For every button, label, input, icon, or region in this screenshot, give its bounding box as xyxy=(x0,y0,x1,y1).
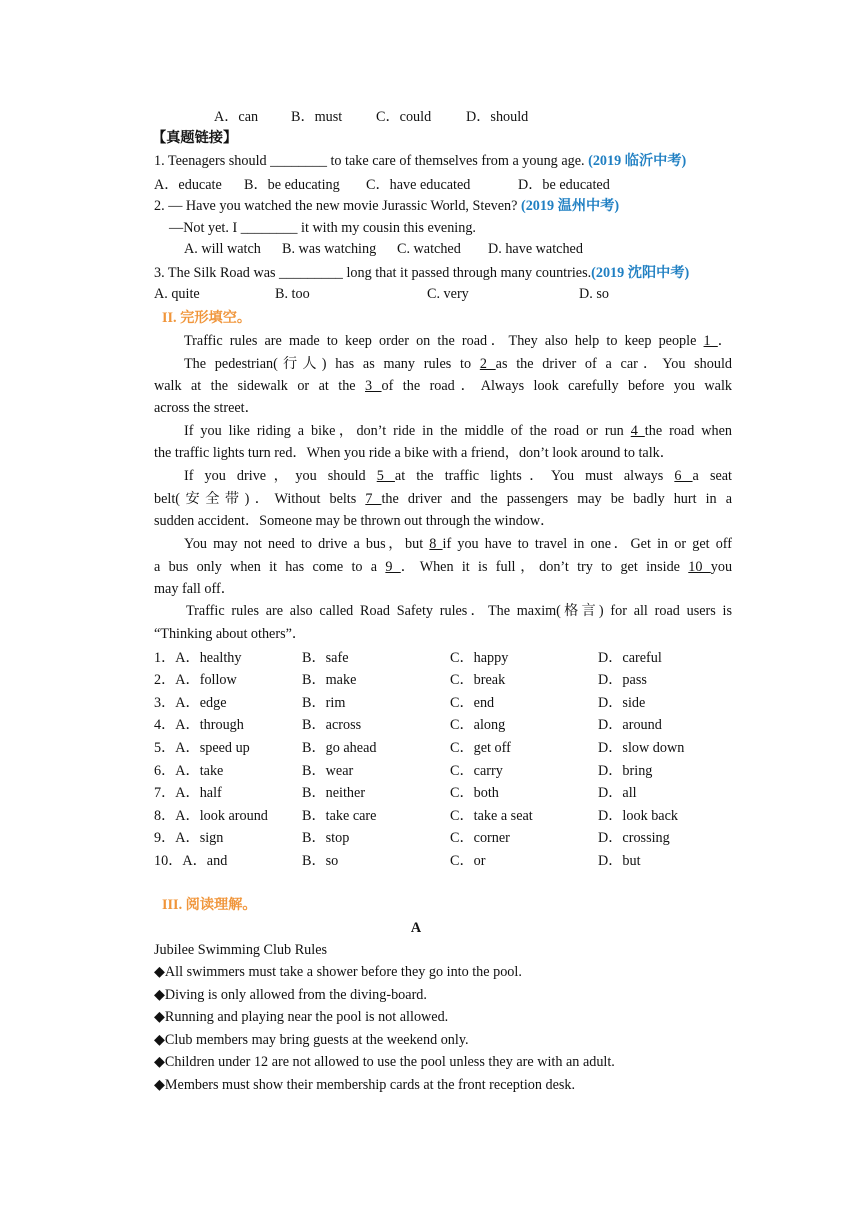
option-3b: B．rim xyxy=(302,695,346,711)
q2-option-d: D. have watched xyxy=(488,241,583,257)
option-4b: B．across xyxy=(302,717,362,733)
blank-3: 3 xyxy=(365,378,382,394)
option-8a: 8．A．look around xyxy=(154,808,268,824)
zhenti-q1: 1. Teenagers should ________ to take care of themselves from a young age. (2019 临沂中考) xyxy=(154,153,687,169)
option-10d: D．but xyxy=(598,853,641,869)
option-5c: C．get off xyxy=(450,740,511,756)
q1-option-d: D．be educated xyxy=(518,177,610,193)
q3-option-c: C. very xyxy=(427,286,469,302)
q2-option-c: C. watched xyxy=(397,241,461,257)
cloze-para2-line2: walk at the sidewalk or at the 3 of the road．Always look carefully before you walk xyxy=(154,378,732,394)
blank-1: 1 xyxy=(703,333,718,349)
option-4a: 4．A．through xyxy=(154,717,244,733)
zhenti-q3: 3. The Silk Road was _________ long that it passed through many countries.(2019 沈阳中考) xyxy=(154,265,690,281)
q1-option-a: A．educate xyxy=(154,177,222,193)
option-6a: 6．A．take xyxy=(154,763,224,779)
blank-9: 9 xyxy=(385,559,401,575)
q2-option-b: B. was watching xyxy=(282,241,377,257)
cloze-para4-line2: belt(安全带)．Without belts 7 the driver and the passengers may be badly hurt in a xyxy=(154,491,733,507)
option-5a: 5．A．speed up xyxy=(154,740,250,756)
option-2d: D．pass xyxy=(598,672,647,688)
option-6b: B．wear xyxy=(302,763,354,779)
q3-option-a: A. quite xyxy=(154,286,200,302)
option-9c: C．corner xyxy=(450,830,510,846)
cloze-para4-line1: If you drive，you should 5 at the traffic lights．You must always 6 a seat xyxy=(184,468,733,484)
rule-6: ◆Members must show their membership cards at the front reception desk. xyxy=(154,1077,576,1093)
option-6c: C．carry xyxy=(450,763,503,779)
q3-option-d: D. so xyxy=(579,286,609,302)
option-10c: C．or xyxy=(450,853,486,869)
cloze-para2-line1: The pedestrian(行人) has as many rules to 2 as the driver of a car．You should xyxy=(184,356,733,372)
blank-6: 6 xyxy=(674,468,693,484)
cloze-para2-line3: across the street． xyxy=(154,400,259,416)
option-8c: C．take a seat xyxy=(450,808,533,824)
rule-1: ◆All swimmers must take a shower before they go into the pool. xyxy=(154,964,522,980)
option-9d: D．crossing xyxy=(598,830,670,846)
option-1c: C．happy xyxy=(450,650,509,666)
rule-3: ◆Running and playing near the pool is not allowed. xyxy=(154,1009,449,1025)
prev-option-b: B．must xyxy=(291,109,343,125)
cloze-para3-line2: the traffic lights turn red．When you ride a bike with a friend，don’t look around to talk． xyxy=(154,445,674,461)
option-2b: B．make xyxy=(302,672,357,688)
option-9a: 9．A．sign xyxy=(154,830,224,846)
rule-4: ◆Club members may bring guests at the weekend only. xyxy=(154,1032,469,1048)
blank-10: 10 xyxy=(688,559,711,575)
blank-2: 2 xyxy=(479,356,496,372)
prev-option-d: D．should xyxy=(466,109,529,125)
blank-8: 8 xyxy=(429,536,443,552)
cloze-para3-line1: If you like riding a bike，don’t ride in the middle of the road or run 4 the road when xyxy=(184,423,732,439)
cloze-para5-line2: a bus only when it has come to a 9 ．When it is full，don’t try to get inside 10 you xyxy=(154,559,733,575)
option-3a: 3．A．edge xyxy=(154,695,227,711)
blank-5: 5 xyxy=(376,468,395,484)
option-8b: B．take care xyxy=(302,808,377,824)
option-5b: B．go ahead xyxy=(302,740,377,756)
cloze-para6-line2: “Thinking about others”． xyxy=(154,626,307,642)
option-4d: D．around xyxy=(598,717,662,733)
cloze-para4-line3: sudden accident．Someone may be thrown out through the window． xyxy=(154,513,555,529)
option-1a: 1．A．healthy xyxy=(154,650,242,666)
option-9b: B．stop xyxy=(302,830,350,846)
option-7c: C．both xyxy=(450,785,499,801)
option-10b: B．so xyxy=(302,853,339,869)
q1-option-c: C．have educated xyxy=(366,177,471,193)
option-7b: B．neither xyxy=(302,785,366,801)
q3-option-b: B. too xyxy=(275,286,310,302)
q1-option-b: B．be educating xyxy=(244,177,340,193)
reading-section-label: A xyxy=(410,920,422,936)
prev-option-a: A．can xyxy=(214,109,259,125)
zhenti-header: 【真题链接】 xyxy=(152,130,238,146)
rule-5: ◆Children under 12 are not allowed to use the pool unless they are with an adult. xyxy=(154,1054,615,1070)
cloze-para1-line1: Traffic rules are made to keep order on the road．They also help to keep people 1 ． xyxy=(184,333,732,349)
option-2a: 2．A．follow xyxy=(154,672,237,688)
cloze-para5-line1: You may not need to drive a bus，but 8 if you have to travel in one．Get in or get off xyxy=(184,536,733,552)
q2-option-a: A. will watch xyxy=(184,241,261,257)
prev-option-c: C．could xyxy=(376,109,432,125)
option-5d: D．slow down xyxy=(598,740,685,756)
reading-title: Jubilee Swimming Club Rules xyxy=(154,942,328,958)
q3-source: (2019 沈阳中考) xyxy=(591,265,690,281)
option-7d: D．all xyxy=(598,785,637,801)
option-4c: C．along xyxy=(450,717,506,733)
option-10a: 10．A．and xyxy=(154,853,228,869)
zhenti-q2: 2. — Have you watched the new movie Jurassic World, Steven? (2019 温州中考) xyxy=(154,198,620,214)
option-8d: D．look back xyxy=(598,808,678,824)
option-1b: B．safe xyxy=(302,650,349,666)
option-2c: C．break xyxy=(450,672,506,688)
option-1d: D．careful xyxy=(598,650,662,666)
reading-header: III. 阅读理解。 xyxy=(162,897,257,913)
blank-4: 4 xyxy=(630,423,645,439)
cloze-header: II. 完形填空。 xyxy=(162,310,252,326)
q2-source: (2019 温州中考) xyxy=(520,198,620,214)
cloze-para6-line1: Traffic rules are also called Road Safety rules．The maxim(格言) for all road users is xyxy=(186,603,732,619)
option-3c: C．end xyxy=(450,695,495,711)
cloze-para5-line3: may fall off． xyxy=(154,581,235,597)
q1-source: (2019 临沂中考) xyxy=(588,153,687,169)
zhenti-q2-reply: —Not yet. I ________ it with my cousin this evening. xyxy=(169,220,476,236)
option-7a: 7．A．half xyxy=(154,785,222,801)
option-3d: D．side xyxy=(598,695,646,711)
blank-7: 7 xyxy=(365,491,382,507)
option-6d: D．bring xyxy=(598,763,653,779)
rule-2: ◆Diving is only allowed from the diving-board. xyxy=(154,987,427,1003)
